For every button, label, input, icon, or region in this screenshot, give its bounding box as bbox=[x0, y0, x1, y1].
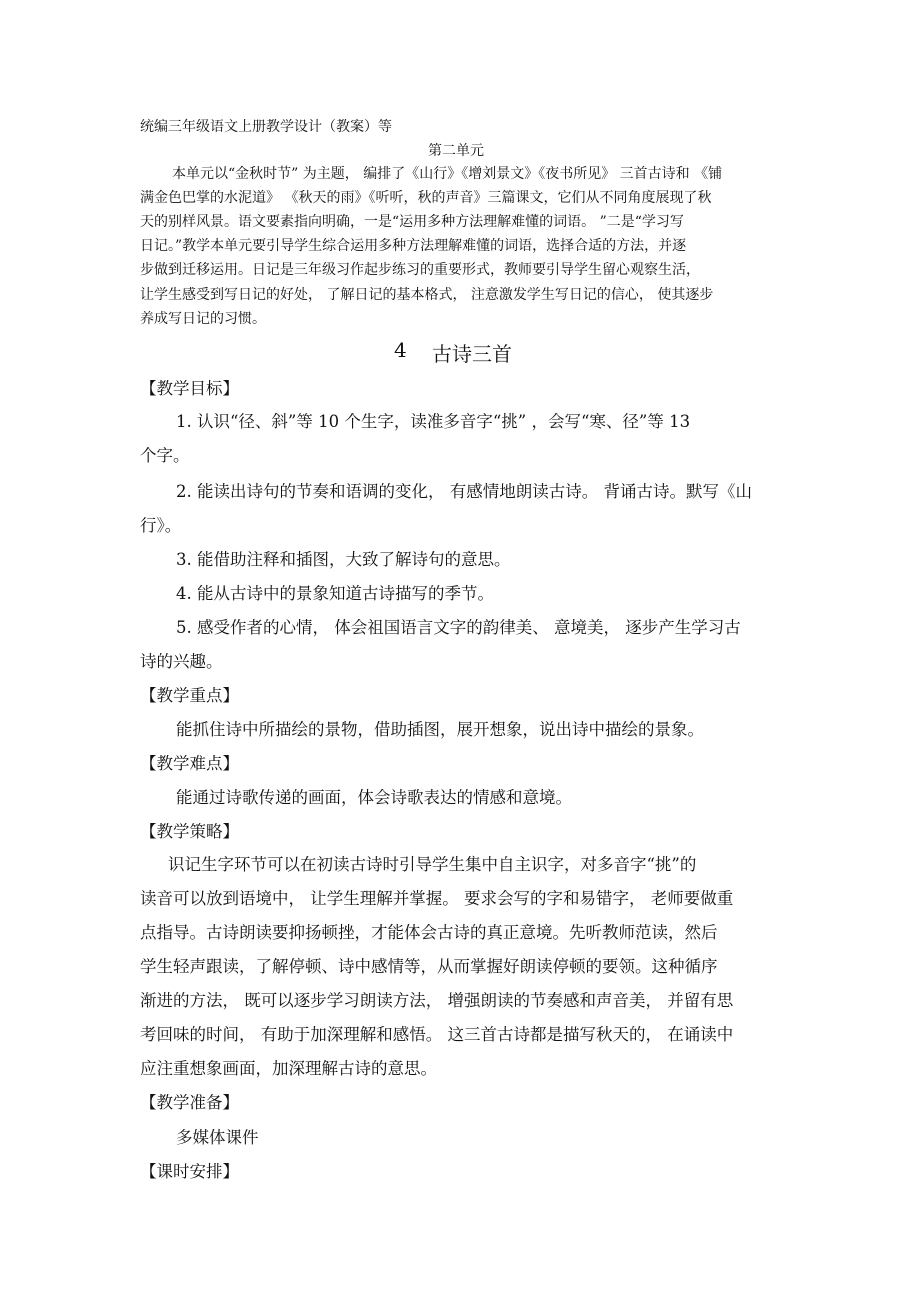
key-points-text: 能抓住诗中所描绘的景物，借助插图，展开想象，说出诗中描绘的景象。 bbox=[176, 720, 704, 739]
key-points-heading: 【教学重点】 bbox=[140, 686, 239, 705]
strategy-line: 考回味的时间， 有助于加深理解和感悟。 这三首古诗都是描写秋天的， 在诵读中 bbox=[140, 1025, 734, 1044]
preparation-heading: 【教学准备】 bbox=[140, 1093, 239, 1112]
intro-line: 让学生感受到写日记的好处， 了解日记的基本格式， 注意激发学生写日记的信心， 使其逐步 bbox=[140, 287, 714, 303]
document-title: 统编三年级语文上册教学设计（教案）等 bbox=[140, 119, 392, 135]
lesson-number: 4 bbox=[394, 338, 407, 362]
strategy-line: 渐进的方法， 既可以逐步学习朗读方法， 增强朗读的节奏感和声音美， 并留有思 bbox=[140, 991, 734, 1010]
preparation-text: 多媒体课件 bbox=[176, 1128, 259, 1147]
goals-heading: 【教学目标】 bbox=[140, 379, 239, 398]
unit-title: 第二单元 bbox=[428, 143, 484, 159]
goal-line: 个字。 bbox=[140, 446, 190, 465]
intro-line: 日记。”教学本单元要引导学生综合运用多种方法理解难懂的词语，选择合适的方法，并逐 bbox=[140, 238, 687, 254]
intro-line: 本单元以“金秋时节” 为主题， 编排了《山行》《增刘景文》《夜书所见》 三首古诗和 《铺 bbox=[172, 166, 723, 182]
goal-line: 行》。 bbox=[140, 516, 182, 535]
strategy-line: 应注重想象画面，加深理解古诗的意思。 bbox=[140, 1059, 437, 1078]
intro-line: 养成写日记的习惯。 bbox=[140, 311, 266, 327]
lesson-title: 古诗三首 bbox=[432, 342, 512, 366]
intro-line: 步做到迁移运用。日记是三年级习作起步练习的重要形式，教师要引导学生留心观察生活， bbox=[140, 262, 700, 278]
goal-line: 5. 感受作者的心情， 体会祖国语言文字的韵律美、 意境美， 逐步产生学习古 bbox=[176, 618, 741, 637]
goal-line: 4. 能从古诗中的景象知道古诗描写的季节。 bbox=[176, 584, 494, 603]
intro-line: 天的别样风景。语文要素指向明确，一是“运用多种方法理解难懂的词语。 ”二是“学习写 bbox=[140, 214, 684, 230]
strategy-line: 学生轻声跟读，了解停顿、诗中感情等，从而掌握好朗读停顿的要领。这种循序 bbox=[140, 957, 718, 976]
strategy-line: 点指导。古诗朗读要抑扬顿挫，才能体会古诗的真正意境。先听教师范读，然后 bbox=[140, 923, 718, 942]
difficulties-heading: 【教学难点】 bbox=[140, 754, 239, 773]
strategy-line: 识记生字环节可以在初读古诗时引导学生集中自主识字，对多音字“挑”的 bbox=[168, 855, 697, 874]
goal-line: 诗的兴趣。 bbox=[140, 652, 223, 671]
goal-line: 2. 能读出诗句的节奏和语调的变化， 有感情地朗读古诗。 背诵古诗。默写《山 bbox=[176, 482, 752, 501]
strategy-line: 读音可以放到语境中， 让学生理解并掌握。 要求会写的字和易错字， 老师要做重 bbox=[140, 889, 734, 908]
schedule-heading: 【课时安排】 bbox=[140, 1162, 239, 1181]
intro-line: 满金色巴掌的水泥道》 《秋天的雨》《听听，秋的声音》三篇课文，它们从不同角度展现了秋 bbox=[140, 190, 712, 206]
difficulties-text: 能通过诗歌传递的画面，体会诗歌表达的情感和意境。 bbox=[176, 788, 572, 807]
goal-line: 1. 认识“径、斜”等 10 个生字，读准多音字“挑” ，会写“寒、径”等 13 bbox=[176, 412, 691, 431]
strategy-heading: 【教学策略】 bbox=[140, 822, 239, 841]
goal-line: 3. 能借助注释和插图，大致了解诗句的意思。 bbox=[176, 550, 511, 569]
